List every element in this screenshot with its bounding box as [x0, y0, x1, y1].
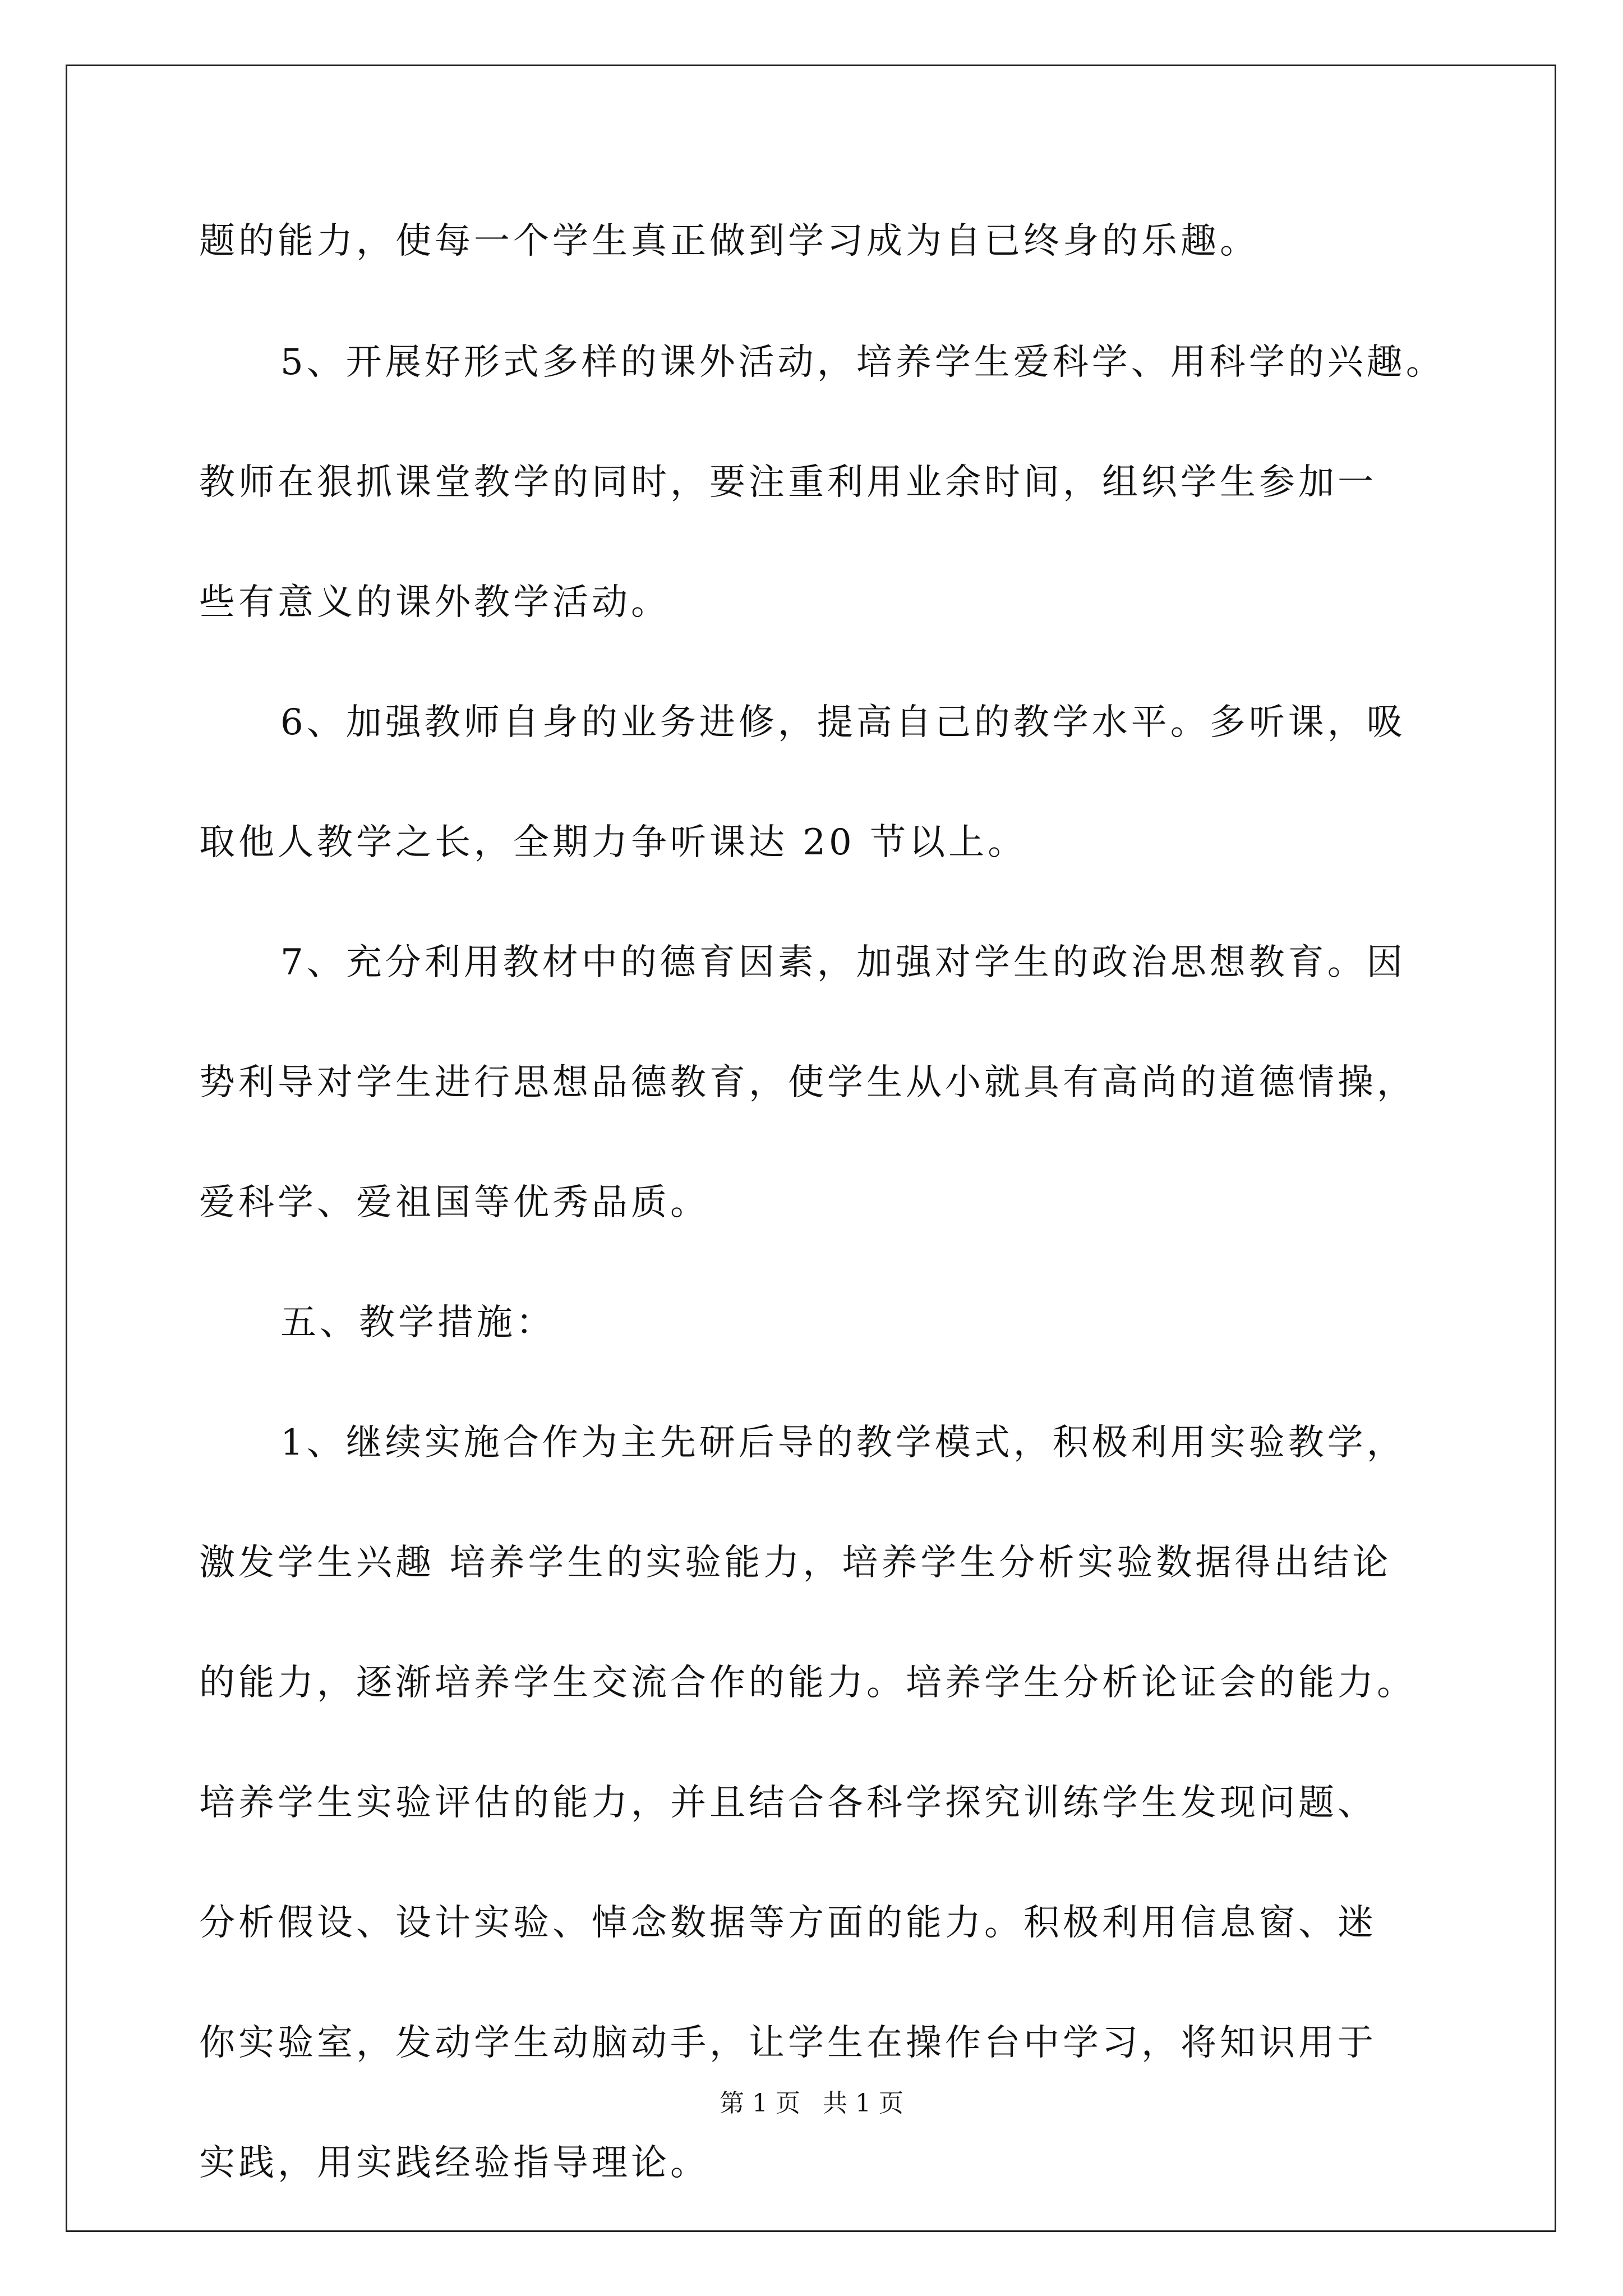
text-line: 取他人教学之长，全期力争听课达 20 节以上。 — [199, 822, 1027, 863]
paragraph-6-line-1: 6、加强教师自身的业务进修，提高自己的教学水平。多听课，吸 — [280, 702, 1406, 743]
text-line: 激发学生兴趣 培养学生的实验能力，培养学生分析实验数据得出结论 — [199, 1542, 1392, 1584]
paragraph-7-line-1: 7、充分利用教材中的德育因素，加强对学生的政治思想教育。因 — [280, 942, 1406, 983]
measure-1-line-1: 1、继续实施合作为主先研后导的教学模式，积极利用实验教学， — [280, 1422, 1406, 1464]
paragraph-5-line-1: 5、开展好形式多样的课外活动，培养学生爱科学、用科学的兴趣。 — [280, 342, 1445, 383]
text-line: 的能力，逐渐培养学生交流合作的能力。培养学生分析论证会的能力。 — [199, 1662, 1416, 1704]
text-line: 些有意义的课外教学活动。 — [199, 582, 670, 623]
text-line: 分析假设、设计实验、悼念数据等方面的能力。积极利用信息窗、迷 — [199, 1902, 1377, 1944]
page-number: 第 1 页 — [720, 2089, 800, 2118]
text-line: 题的能力，使每一个学生真正做到学习成为自已终身的乐趣。 — [199, 220, 1259, 262]
text-line: 教师在狠抓课堂教学的同时，要注重利用业余时间，组织学生参加一 — [199, 462, 1377, 503]
page-total: 共 1 页 — [823, 2089, 903, 2118]
section-heading: 五、教学措施： — [280, 1302, 555, 1343]
text-line: 培养学生实验评估的能力，并且结合各科学探究训练学生发现问题、 — [199, 1782, 1377, 1824]
text-line: 你实验室，发动学生动脑动手，让学生在操作台中学习，将知识用于 — [199, 2022, 1377, 2064]
text-line: 爱科学、爱祖国等优秀品质。 — [199, 1182, 709, 1223]
text-line: 势利导对学生进行思想品德教育，使学生从小就具有高尚的道德情操， — [199, 1062, 1416, 1103]
page-footer — [0, 2088, 1623, 2119]
text-line: 实践，用实践经验指导理论。 — [199, 2142, 709, 2184]
